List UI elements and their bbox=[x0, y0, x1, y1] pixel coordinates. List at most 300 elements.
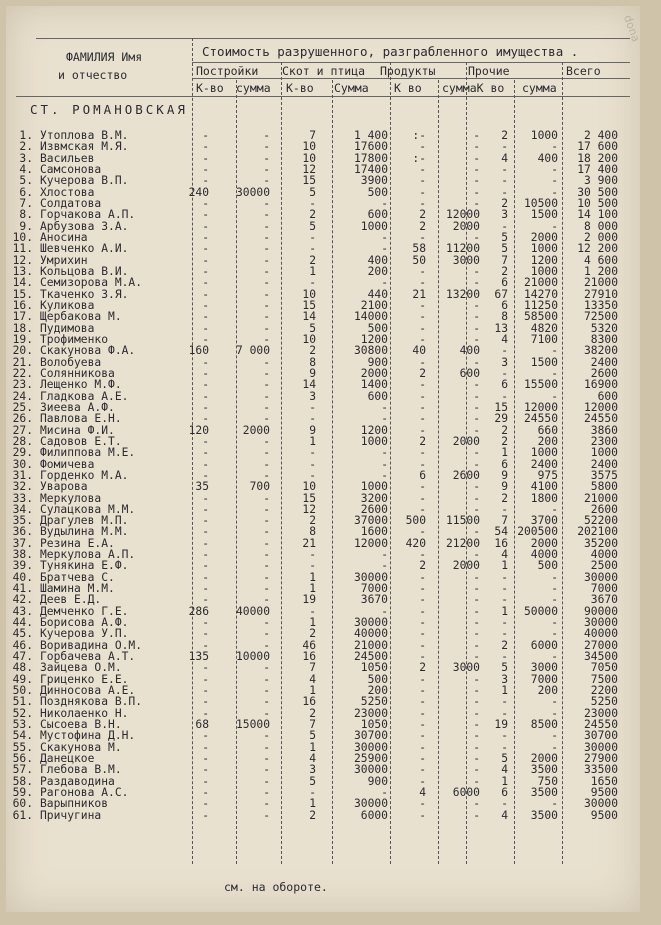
row-number: 59. bbox=[12, 786, 33, 800]
livestock-qty: 7 bbox=[309, 718, 316, 732]
other-qty: 4 bbox=[501, 808, 508, 822]
livestock-qty: 9 bbox=[309, 366, 316, 380]
products-sum: - bbox=[473, 174, 480, 188]
rule-top bbox=[36, 38, 630, 39]
other-sum: - bbox=[551, 389, 558, 403]
total-sum: 38200 bbox=[583, 344, 618, 358]
products-sum: - bbox=[473, 298, 480, 312]
row-number: 33. bbox=[12, 491, 33, 505]
row-number: 19. bbox=[12, 332, 33, 346]
buildings-qty: - bbox=[202, 616, 209, 630]
other-sum: - bbox=[551, 366, 558, 380]
row-number: 26. bbox=[12, 412, 33, 426]
livestock-sum: 17600 bbox=[353, 140, 388, 154]
livestock-qty: 46 bbox=[302, 638, 316, 652]
person-name: Павлова Е.Н. bbox=[40, 412, 122, 426]
total-sum: 202100 bbox=[577, 525, 618, 539]
products-sum: 6000 bbox=[452, 786, 480, 800]
total-sum: 17 600 bbox=[577, 140, 618, 154]
person-name: Данецкое bbox=[40, 752, 95, 766]
buildings-qty: - bbox=[202, 366, 209, 380]
main-title: Стоимость разрушенного, разграбленного имущества . bbox=[202, 44, 579, 59]
buildings-sum: - bbox=[263, 774, 270, 788]
buildings-qty: - bbox=[202, 502, 209, 516]
livestock-sum: - bbox=[381, 604, 388, 618]
total-sum: 1000 bbox=[590, 446, 618, 460]
buildings-qty: 286 bbox=[188, 604, 209, 618]
surname-header: ФАМИЛИЯ Имя bbox=[66, 50, 143, 64]
buildings-sum: - bbox=[263, 242, 270, 256]
other-sum: - bbox=[551, 729, 558, 743]
other-qty: 5 bbox=[501, 752, 508, 766]
group-total: Всего bbox=[566, 64, 601, 78]
livestock-qty: 14 bbox=[302, 378, 316, 392]
products-sum: 2000 bbox=[452, 219, 480, 233]
buildings-sum: - bbox=[263, 434, 270, 448]
total-sum: 18 200 bbox=[577, 151, 618, 165]
buildings-qty: - bbox=[202, 706, 209, 720]
other-qty: 2 bbox=[501, 264, 508, 278]
products-sum: - bbox=[473, 718, 480, 732]
other-sum: 200 bbox=[537, 434, 558, 448]
products-qty: - bbox=[419, 763, 426, 777]
other-qty: 1 bbox=[501, 559, 508, 573]
other-sum: 750 bbox=[537, 774, 558, 788]
buildings-sum: - bbox=[263, 525, 270, 539]
total-sum: 7000 bbox=[590, 582, 618, 596]
total-sum: 12000 bbox=[583, 400, 618, 414]
row-number: 37. bbox=[12, 536, 33, 550]
livestock-sum: 600 bbox=[367, 208, 388, 222]
buildings-qty: - bbox=[202, 740, 209, 754]
buildings-sum: - bbox=[263, 174, 270, 188]
other-sum: 400 bbox=[537, 151, 558, 165]
other-sum: 21000 bbox=[523, 276, 558, 290]
other-qty: 2 bbox=[501, 423, 508, 437]
person-name: Хлостова bbox=[40, 185, 95, 199]
buildings-sum: 15000 bbox=[235, 718, 270, 732]
products-sum: - bbox=[473, 196, 480, 210]
buildings-sum: - bbox=[263, 491, 270, 505]
table-row bbox=[6, 311, 640, 322]
buildings-sum: - bbox=[263, 355, 270, 369]
livestock-qty: 4 bbox=[309, 672, 316, 686]
products-sum: - bbox=[473, 797, 480, 811]
livestock-qty: - bbox=[309, 457, 316, 471]
buildings-qty: - bbox=[202, 638, 209, 652]
products-sum: - bbox=[473, 582, 480, 596]
total-sum: 27000 bbox=[583, 638, 618, 652]
buildings-qty: - bbox=[202, 355, 209, 369]
products-qty: - bbox=[419, 423, 426, 437]
buildings-qty: - bbox=[202, 219, 209, 233]
products-qty: - bbox=[419, 808, 426, 822]
person-name: Причугина bbox=[40, 808, 102, 822]
buildings-qty: - bbox=[202, 321, 209, 335]
buildings-sum: 7 000 bbox=[235, 344, 270, 358]
livestock-sum: 2000 bbox=[360, 366, 388, 380]
livestock-sum: 440 bbox=[367, 287, 388, 301]
other-sum: 6000 bbox=[530, 638, 558, 652]
total-sum: 8300 bbox=[590, 332, 618, 346]
buildings-sum: - bbox=[263, 672, 270, 686]
row-number: 25. bbox=[12, 400, 33, 414]
products-qty: 420 bbox=[405, 536, 426, 550]
row-number: 57. bbox=[12, 763, 33, 777]
products-sum: - bbox=[473, 729, 480, 743]
buildings-sum: - bbox=[263, 627, 270, 641]
person-name: Садовов Е.Т. bbox=[40, 434, 122, 448]
buildings-sum: - bbox=[263, 129, 270, 142]
person-name: Фомичева bbox=[40, 457, 95, 471]
other-qty: - bbox=[501, 797, 508, 811]
person-name: Мустофина Д.Н. bbox=[40, 729, 136, 743]
livestock-qty: 2 bbox=[309, 808, 316, 822]
livestock-qty: - bbox=[309, 446, 316, 460]
other-qty: 3 bbox=[501, 355, 508, 369]
buildings-sum: - bbox=[263, 412, 270, 426]
buildings-qty: - bbox=[202, 287, 209, 301]
products-qty: 2 bbox=[419, 434, 426, 448]
other-sum: 500 bbox=[537, 559, 558, 573]
buildings-sum: - bbox=[263, 264, 270, 278]
products-sum: - bbox=[473, 604, 480, 618]
products-sum: - bbox=[473, 808, 480, 822]
group-livestock: Скот и птица bbox=[282, 64, 366, 78]
products-qty: 6 bbox=[419, 468, 426, 482]
products-qty: 40 bbox=[412, 344, 426, 358]
products-qty: - bbox=[419, 672, 426, 686]
other-qty: - bbox=[501, 695, 508, 709]
other-sum: 2000 bbox=[530, 230, 558, 244]
buildings-sum: - bbox=[263, 502, 270, 516]
products-qty: - bbox=[419, 740, 426, 754]
total-sum: 7050 bbox=[590, 661, 618, 675]
products-qty: 500 bbox=[405, 514, 426, 528]
total-sum: 2400 bbox=[590, 457, 618, 471]
products-sum: - bbox=[473, 378, 480, 392]
products-sum: - bbox=[473, 752, 480, 766]
livestock-sum: 400 bbox=[367, 253, 388, 267]
total-sum: 600 bbox=[597, 389, 618, 403]
buildings-sum: - bbox=[263, 140, 270, 154]
other-sum: - bbox=[551, 502, 558, 516]
total-sum: 90000 bbox=[583, 604, 618, 618]
products-sum: - bbox=[473, 627, 480, 641]
total-sum: 8 000 bbox=[583, 219, 618, 233]
livestock-sum: 600 bbox=[367, 389, 388, 403]
livestock-sum: 900 bbox=[367, 774, 388, 788]
products-qty: - bbox=[419, 774, 426, 788]
livestock-qty: 2 bbox=[309, 344, 316, 358]
other-sum: 4820 bbox=[530, 321, 558, 335]
row-number: 28. bbox=[12, 434, 33, 448]
products-qty: - bbox=[419, 525, 426, 539]
buildings-qty: - bbox=[202, 672, 209, 686]
other-sum: 3700 bbox=[530, 514, 558, 528]
total-sum: 7500 bbox=[590, 672, 618, 686]
row-number: 36. bbox=[12, 525, 33, 539]
products-qty: - bbox=[419, 196, 426, 210]
footer-note: см. на обороте. bbox=[224, 880, 328, 894]
livestock-qty: 12 bbox=[302, 502, 316, 516]
buildings-qty: - bbox=[202, 468, 209, 482]
buildings-qty: - bbox=[202, 786, 209, 800]
person-name: Филиппова М.Е. bbox=[40, 446, 136, 460]
person-name: Скакунова М. bbox=[40, 740, 122, 754]
row-number: 44. bbox=[12, 616, 33, 630]
products-sum: - bbox=[473, 570, 480, 584]
buildings-qty: 160 bbox=[188, 344, 209, 358]
row-number: 27. bbox=[12, 423, 33, 437]
livestock-sum: - bbox=[381, 242, 388, 256]
livestock-qty: 2 bbox=[309, 514, 316, 528]
products-sum: 600 bbox=[459, 366, 480, 380]
buildings-sum: - bbox=[263, 230, 270, 244]
other-sum: 58500 bbox=[523, 310, 558, 324]
livestock-sum: 40000 bbox=[353, 627, 388, 641]
person-name: Меркулова bbox=[40, 491, 102, 505]
buildings-qty: 120 bbox=[188, 423, 209, 437]
other-sum: 14270 bbox=[523, 287, 558, 301]
livestock-qty: 16 bbox=[302, 650, 316, 664]
damage-table bbox=[6, 130, 640, 821]
buildings-sum: - bbox=[263, 752, 270, 766]
other-sum: 1500 bbox=[530, 208, 558, 222]
person-name: Извмская М.Я. bbox=[40, 140, 129, 154]
total-sum: 2300 bbox=[590, 434, 618, 448]
livestock-sum: - bbox=[381, 400, 388, 414]
sub-sum-products-qty-other: суммаК во bbox=[442, 81, 505, 95]
row-number: 2. bbox=[19, 140, 33, 154]
person-name: Уварова bbox=[40, 480, 88, 494]
buildings-qty: 135 bbox=[188, 650, 209, 664]
buildings-qty: - bbox=[202, 627, 209, 641]
other-qty: 1 bbox=[501, 604, 508, 618]
other-qty: 54 bbox=[494, 525, 508, 539]
products-sum: 12000 bbox=[445, 208, 480, 222]
other-qty: - bbox=[501, 593, 508, 607]
products-sum: 2600 bbox=[452, 468, 480, 482]
total-sum: 5320 bbox=[590, 321, 618, 335]
livestock-sum: 2100 bbox=[360, 298, 388, 312]
livestock-qty: 1 bbox=[309, 434, 316, 448]
other-sum: 50000 bbox=[523, 604, 558, 618]
buildings-sum: - bbox=[263, 616, 270, 630]
livestock-qty: 2 bbox=[309, 208, 316, 222]
buildings-qty: - bbox=[202, 208, 209, 222]
livestock-sum: 17800 bbox=[353, 151, 388, 165]
person-name: Васильев bbox=[40, 151, 95, 165]
products-sum: 11500 bbox=[445, 514, 480, 528]
other-qty: - bbox=[501, 650, 508, 664]
total-sum: 5250 bbox=[590, 695, 618, 709]
products-qty: - bbox=[419, 140, 426, 154]
rule-header-bottom bbox=[16, 96, 630, 97]
products-sum: - bbox=[473, 310, 480, 324]
buildings-qty: - bbox=[202, 264, 209, 278]
products-qty: - bbox=[419, 480, 426, 494]
products-sum: - bbox=[473, 763, 480, 777]
livestock-sum: 500 bbox=[367, 672, 388, 686]
row-number: 24. bbox=[12, 389, 33, 403]
row-number: 8. bbox=[19, 208, 33, 222]
total-sum: 17 400 bbox=[577, 162, 618, 176]
total-sum: 23000 bbox=[583, 706, 618, 720]
total-sum: 9500 bbox=[590, 808, 618, 822]
other-qty: - bbox=[501, 582, 508, 596]
buildings-qty: - bbox=[202, 593, 209, 607]
other-sum: 3500 bbox=[530, 786, 558, 800]
table-row bbox=[6, 345, 640, 356]
buildings-sum: - bbox=[263, 536, 270, 550]
products-sum: - bbox=[473, 446, 480, 460]
table-row bbox=[6, 810, 640, 821]
products-sum: - bbox=[473, 332, 480, 346]
livestock-qty: 8 bbox=[309, 525, 316, 539]
products-qty: 50 bbox=[412, 253, 426, 267]
products-qty: 2 bbox=[419, 559, 426, 573]
row-number: 12. bbox=[12, 253, 33, 267]
livestock-qty: - bbox=[309, 242, 316, 256]
row-number: 45. bbox=[12, 627, 33, 641]
livestock-sum: 500 bbox=[367, 321, 388, 335]
products-qty: - bbox=[419, 604, 426, 618]
buildings-qty: 68 bbox=[195, 718, 209, 732]
livestock-qty: - bbox=[309, 400, 316, 414]
livestock-sum: - bbox=[381, 786, 388, 800]
livestock-qty: - bbox=[309, 604, 316, 618]
person-name: Ткаченко З.Я. bbox=[40, 287, 129, 301]
other-sum: - bbox=[551, 740, 558, 754]
patronymic-header: и отчество bbox=[58, 68, 128, 82]
products-qty: - bbox=[419, 684, 426, 698]
person-name: Резина Е.А. bbox=[40, 536, 115, 550]
person-name: Зиеева А.Ф. bbox=[40, 400, 115, 414]
person-name: Рагонова А.С. bbox=[40, 786, 129, 800]
total-sum: 24550 bbox=[583, 718, 618, 732]
total-sum: 14 100 bbox=[577, 208, 618, 222]
other-sum: 7000 bbox=[530, 672, 558, 686]
products-qty: - bbox=[419, 582, 426, 596]
person-name: Шевченко А.И. bbox=[40, 242, 129, 256]
livestock-sum: 1050 bbox=[360, 718, 388, 732]
table-row bbox=[6, 277, 640, 288]
buildings-sum: - bbox=[263, 468, 270, 482]
buildings-qty: - bbox=[202, 548, 209, 562]
livestock-qty: 1 bbox=[309, 582, 316, 596]
livestock-sum: - bbox=[381, 559, 388, 573]
buildings-qty: - bbox=[202, 514, 209, 528]
other-sum: 1200 bbox=[530, 253, 558, 267]
livestock-qty: 9 bbox=[309, 423, 316, 437]
other-qty: 5 bbox=[501, 230, 508, 244]
person-name: Пудимова bbox=[40, 321, 95, 335]
row-number: 56. bbox=[12, 752, 33, 766]
other-sum: 1000 bbox=[530, 264, 558, 278]
other-sum: - bbox=[551, 650, 558, 664]
products-sum: - bbox=[473, 548, 480, 562]
products-sum: - bbox=[473, 185, 480, 199]
livestock-qty: - bbox=[309, 196, 316, 210]
other-sum: 1000 bbox=[530, 446, 558, 460]
other-qty: - bbox=[501, 162, 508, 176]
other-sum: 1000 bbox=[530, 129, 558, 142]
livestock-qty: 1 bbox=[309, 616, 316, 630]
rule-subheaders bbox=[192, 78, 630, 79]
person-name: Горбачева А.Т. bbox=[40, 650, 136, 664]
row-number: 10. bbox=[12, 230, 33, 244]
livestock-qty: 5 bbox=[309, 729, 316, 743]
livestock-qty: - bbox=[309, 230, 316, 244]
buildings-sum: - bbox=[263, 593, 270, 607]
products-sum: - bbox=[473, 321, 480, 335]
buildings-sum: - bbox=[263, 400, 270, 414]
livestock-sum: 3900 bbox=[360, 174, 388, 188]
person-name: Куликова bbox=[40, 298, 95, 312]
other-qty: 8 bbox=[501, 310, 508, 324]
buildings-qty: - bbox=[202, 129, 209, 142]
row-number: 7. bbox=[19, 196, 33, 210]
other-qty: 2 bbox=[501, 491, 508, 505]
livestock-sum: 30800 bbox=[353, 344, 388, 358]
person-name: Динносова А.Е. bbox=[40, 684, 136, 698]
other-sum: 10500 bbox=[523, 196, 558, 210]
total-sum: 2600 bbox=[590, 366, 618, 380]
livestock-qty: 21 bbox=[302, 536, 316, 550]
other-qty: - bbox=[501, 502, 508, 516]
row-number: 5. bbox=[19, 174, 33, 188]
buildings-sum: - bbox=[263, 208, 270, 222]
row-number: 16. bbox=[12, 298, 33, 312]
products-qty: - bbox=[419, 627, 426, 641]
products-qty: - bbox=[419, 321, 426, 335]
other-qty: 5 bbox=[501, 661, 508, 675]
products-sum: - bbox=[473, 400, 480, 414]
buildings-qty: 35 bbox=[195, 480, 209, 494]
products-qty: - bbox=[419, 457, 426, 471]
other-qty: - bbox=[501, 366, 508, 380]
person-name: Солянникова bbox=[40, 366, 115, 380]
row-number: 54. bbox=[12, 729, 33, 743]
buildings-qty: - bbox=[202, 389, 209, 403]
buildings-sum: - bbox=[263, 548, 270, 562]
other-sum: - bbox=[551, 797, 558, 811]
livestock-qty: 3 bbox=[309, 763, 316, 777]
buildings-qty: - bbox=[202, 174, 209, 188]
livestock-sum: 21000 bbox=[353, 638, 388, 652]
livestock-sum: - bbox=[381, 548, 388, 562]
person-name: Самсонова bbox=[40, 162, 102, 176]
row-number: 31. bbox=[12, 468, 33, 482]
other-sum: 2400 bbox=[530, 457, 558, 471]
other-qty: - bbox=[501, 185, 508, 199]
table-row bbox=[6, 481, 640, 492]
livestock-sum: 30700 bbox=[353, 729, 388, 743]
products-sum: - bbox=[473, 706, 480, 720]
products-qty: - bbox=[419, 650, 426, 664]
row-number: 52. bbox=[12, 706, 33, 720]
other-qty: - bbox=[501, 389, 508, 403]
watermark: dona bbox=[620, 13, 643, 44]
buildings-sum: - bbox=[263, 763, 270, 777]
buildings-qty: - bbox=[202, 695, 209, 709]
products-qty: - bbox=[419, 491, 426, 505]
total-sum: 30000 bbox=[583, 797, 618, 811]
other-qty: 15 bbox=[494, 400, 508, 414]
other-qty: 9 bbox=[501, 468, 508, 482]
livestock-sum: 1050 bbox=[360, 661, 388, 675]
